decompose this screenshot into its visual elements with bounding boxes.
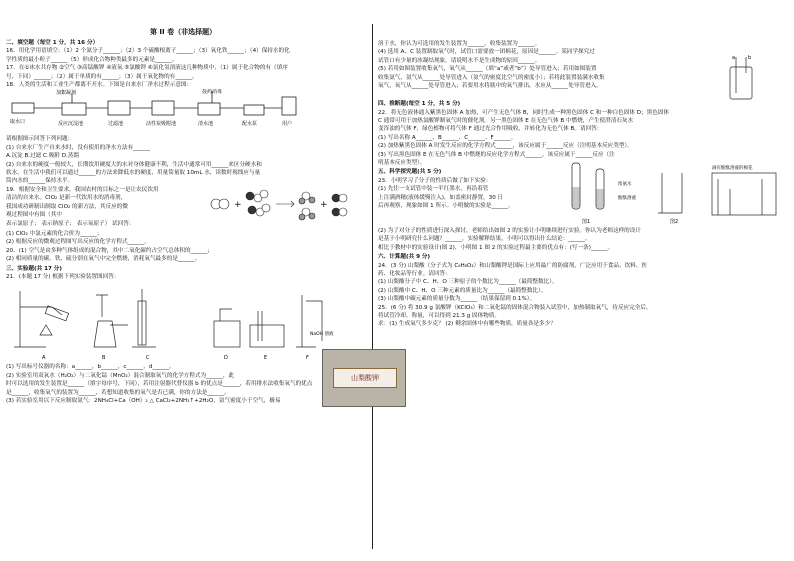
q20-line1: 20．(1) 空气是由多种气体组成的混合物，其中二氧化碳约占空气总体积的______； xyxy=(6,247,214,254)
r-line13: 明基本反应类型）。 xyxy=(378,160,426,167)
r-line26: 25．(6 分) 将 30.9 g 氯酸钾（KClO₃）和二氧化锰的固体混合物装入试管中，加热制取氧气，待反应完全后， xyxy=(378,304,652,311)
flow-top2: 投药消毒 xyxy=(202,89,223,96)
svg-text:+: + xyxy=(234,199,242,210)
q21-line5: 是______，收集氧气的装置为______，若想知道收集的氧气是否已满，你的方法是______。 xyxy=(6,389,230,396)
flow-b1: 取水口 xyxy=(10,119,26,126)
diffusion-experiment-figure xyxy=(562,159,788,227)
bottle-a: a xyxy=(732,55,736,62)
label-e: E xyxy=(264,355,268,362)
label-c: C xyxy=(146,355,150,362)
column-divider xyxy=(372,24,373,549)
r-line5: 收集氨气，氨气从______处导管进入（氨气的密度比空气的密度小）；若将此装置装满水收集 xyxy=(378,74,605,81)
q16-line1: 16．用化学用语填空：（1）2 个氮分子______；（2）3 个硫酸根离子______；（3）氧化铁______；（4）保持水的化 xyxy=(6,48,290,55)
label-b: B xyxy=(102,355,106,362)
q18-line4: (2) 自来水的硬度一般较大，长期饮用硬度大的水对身体健康不利，生活中通常可用______来区分硬水和 xyxy=(6,161,262,168)
r-line14: 23．小明学习了分子的性质后做了如下实验： xyxy=(378,177,492,184)
q21-line6: (3) 若实验室用以下反应制取氨气：2NH₄Cl+Ca（OH）₂ △ CaCl₂+2NH₃↑+2H₂O，氨气密度小于空气，极易 xyxy=(6,397,281,404)
section-calculation: 六、计算题(共 9 分) xyxy=(378,254,431,261)
flow-b6: 配水泵 xyxy=(242,121,258,128)
q18-line3: (1) 自来水厂生产自来水时，没有使用的净水方法有______ xyxy=(6,144,150,151)
r-line15: (1) 先往一支试管中装一半红墨水，再沿着管 xyxy=(378,186,489,193)
label-d: D xyxy=(224,355,228,362)
r-line12: (3) 写出黑色固体 E 在无色气体 B 中燃烧的反应化学方程式______，该反应属于______反应（注 xyxy=(378,151,615,158)
section-title: 第 II 卷（非选择题） xyxy=(150,28,217,36)
q19-block xyxy=(6,186,369,230)
r-line27: 将试管冷却，称量，可以得到 21.3 g 固体物质。 xyxy=(378,312,501,319)
flow-b5: 清水池 xyxy=(198,121,214,128)
r-line25: (3) 山梨酸中碳元素的质量分数为______（结果保留到 0.1%）。 xyxy=(378,296,536,303)
r-line22: 药、化妆品等行业。请回答： xyxy=(378,270,451,277)
r-line9: 变浑浊的气体 F，绿色植物可将气体 F 通过光合作用吸收，并转化为无色气体 B。请回答： xyxy=(378,126,603,133)
gas-bottle-figure xyxy=(708,53,778,101)
r-line21: 24．(3 分) 山梨酸（分子式为 C₆H₈O₂）和山梨酸钾是国际上应用最广的防腐剂，广泛应用于食品、饮料、医 xyxy=(378,262,647,269)
section-inquiry: 五、科学探究题(共 5 分) xyxy=(378,169,442,176)
q19-line5: (1) ClO₂ 中氯元素的化合价为______； xyxy=(6,230,103,237)
q17-line2: 号，下同）______；（2）属于单质的有______；（3）属于氧化物的有______。 xyxy=(6,73,198,80)
fig2-label: 图2 xyxy=(670,218,679,225)
q19-legend: 表示氯原子； 表示钠原子； 表示氧原子） 试回答： xyxy=(6,220,135,227)
r-line18: (2) 为了对分子的性质进行深入探讨，老师给出如图 2 的实验让小明继续进行实验。你认为老师这样的设计 xyxy=(378,227,641,234)
r-line11: (2) 加热紫黑色固体 A 时发生反应的化学方程式______，该反应属于______反应（注明基本反应类型）。 xyxy=(378,143,633,150)
q18-line6: 筒内水的______保持水平。 xyxy=(6,178,74,185)
q21-line2: (1) 写出标号仪器的名称：a______，b______，c______，d______。 xyxy=(6,364,175,371)
flow-top1: 加絮凝剂 xyxy=(56,90,77,97)
molecular-reaction-diagram xyxy=(206,186,368,222)
q17-line1: 17．在①冰水共存物 ②空气 ③高锰酸钾 ④液氧 ⑤氯酸钾 ⑥氯化氢溶液这几种物质中，（1）属于化合物的有（填序 xyxy=(6,65,288,72)
r-line2: (4) 选用 A、C 装置制取氧气时，试管口需要放一团棉花，原因是______。某同学探究过 xyxy=(378,49,595,56)
section-fill-in: 二、填空题（每空 1 分，共 16 分） xyxy=(6,40,99,46)
q20-line2: (2) 相同质量的碳、铁、硫分别在氧气中完全燃烧，消耗氧气最多的是______。 xyxy=(6,256,201,263)
fig2-part1: 浓氨水 xyxy=(618,181,632,187)
flow-b4: 活性炭吸附池 xyxy=(146,121,177,128)
r-line23: (1) 山梨酸分子中 C、H、O 三种原子的个数比为______（最简整数比）。 xyxy=(378,279,558,286)
bottle-b: b xyxy=(748,55,752,62)
q21-line3: (2) 实验室用双氧水（H₂O₂）与二氧化锰（MnO₂）混合制取氧气的化学方程式为______，此 xyxy=(6,372,235,379)
flow-b7: 用户 xyxy=(282,121,293,128)
q19-line6: (2) 根据反应的微观过程图写出反应的化学方程式______。 xyxy=(6,239,150,246)
left-column xyxy=(6,38,369,405)
fig2-part2: 酚酞溶液 xyxy=(618,195,636,201)
r-line16: 上注满酒精(液体缓慢注入)，如盖密封静置，30 日 xyxy=(378,194,504,201)
photo-label: 山梨酸钾 xyxy=(333,368,397,388)
water-treatment-diagram xyxy=(6,89,369,135)
q19-line4: 观过程图中有图（其中 xyxy=(6,212,62,219)
r-line24: (2) 山梨酸中 C、H、O 三种元素的质量比为______（最简整数比）。 xyxy=(378,287,547,294)
section-inference: 四、推断题(每空 1 分，共 5 分) xyxy=(378,101,461,108)
svg-text:+: + xyxy=(320,199,328,210)
q19-line3: 我国成功研制出制取 ClO₂ 的新方法，其反应的微 xyxy=(6,203,128,210)
q16-line2: 学性质的最小粒子______（5）形成化合物种类最多的元素是______。 xyxy=(6,56,178,63)
q19-line1: 19．根据安全和卫生要求，我国农村的目标之一是让农民饮用 xyxy=(6,186,159,193)
r-line28: 求：(1) 生成氧气多少克？ (2) 剩余固体中有哪些物质，质量各是多少？ xyxy=(378,321,556,328)
apparatus-drawing xyxy=(6,281,368,363)
r-line3: 试管口有少量的冰凝结现象，请说明水不是生成物的原因______。 xyxy=(378,57,541,64)
fig2-part3: 滴有酚酞溶液的棉花 xyxy=(712,165,753,171)
potassium-sorbate-photo xyxy=(322,349,406,407)
right-column xyxy=(378,40,788,329)
section-experiment: 三、实验题(共 17 分) xyxy=(6,265,62,272)
r-line6: 氧气，氧气从______处导管进入；若要用水将瓶中的氧气排出，水应从______处导管进入。 xyxy=(378,83,602,90)
r-line8: C 通常可用于加热氯酸钾制氧气时的催化剂。另一黑色固体 E 在无色气体 B 中燃烧，产生使澄清石灰水 xyxy=(378,118,634,125)
r-line10: (1) 写出名称 A______、B______、C______、F______。 xyxy=(378,134,517,141)
q18-line1: 18．人类的生活和工业生产都离不开水。下图是自来水厂净水过程示意图： xyxy=(6,82,193,89)
r-line4: (5) 若用如图装置收集氧气，氧气从______（填“a”或者“b”）处导管进入；若用如图装置 xyxy=(378,66,597,73)
flow-b3: 过滤池 xyxy=(108,121,124,128)
q21-line4: 时可以选用的发生装置是______（填字母序号，下同），若用注射器代替仪器 b 的优点是______，若用排水法收集氧气的优点 xyxy=(6,381,313,388)
q18-options: A.沉淀 B.过滤 C.吸附 D.蒸馏 xyxy=(6,153,79,160)
q18-line2: 请根据图示回答下列问题： xyxy=(6,136,74,143)
flow-b2: 反应沉淀池 xyxy=(58,121,84,128)
lab-apparatus-figure xyxy=(6,281,369,363)
q21-line1: 21．(本题 17 分) 根据下列实验装置图回答： xyxy=(6,273,120,280)
r-line7: 22．将无色液体通入紫黑色固体 A 加热，可产生无色气体 B，同时生成一种黑色固体 C 和一种白色固体 D；黑色固体 xyxy=(378,109,669,116)
r-line20: 相比于教材中的实验设计(图 2)，小明图 1 图 2 的实验过程最主要的优点有：(写一条)______。 xyxy=(378,244,614,251)
r-line17: 后再观察，现象如图 1 所示。小明做的实验是______。 xyxy=(378,203,514,210)
naoh-label: NaOH 溶液 xyxy=(310,332,334,338)
q19-line2: 清洁的自来水。ClO₂ 是新一代饮用水的消毒剂， xyxy=(6,195,127,202)
q18-line5: 软水，在生活中我们可以通过______的方法来降低水的硬度，用量筒量取 10mL 水，读数时视线应与量 xyxy=(6,170,261,177)
label-a: A xyxy=(42,355,46,362)
label-f: F xyxy=(306,355,309,362)
flow-chart xyxy=(6,89,306,135)
fig1-label: 图1 xyxy=(582,218,591,225)
r-line1: 溶于水，你认为可选用的发生装置为______，收集装置为______。 xyxy=(378,41,541,47)
r-line19: 是基于小明研究什么问题？______，实验解释结果，小明可以得出什么结论：______。 xyxy=(378,236,591,243)
